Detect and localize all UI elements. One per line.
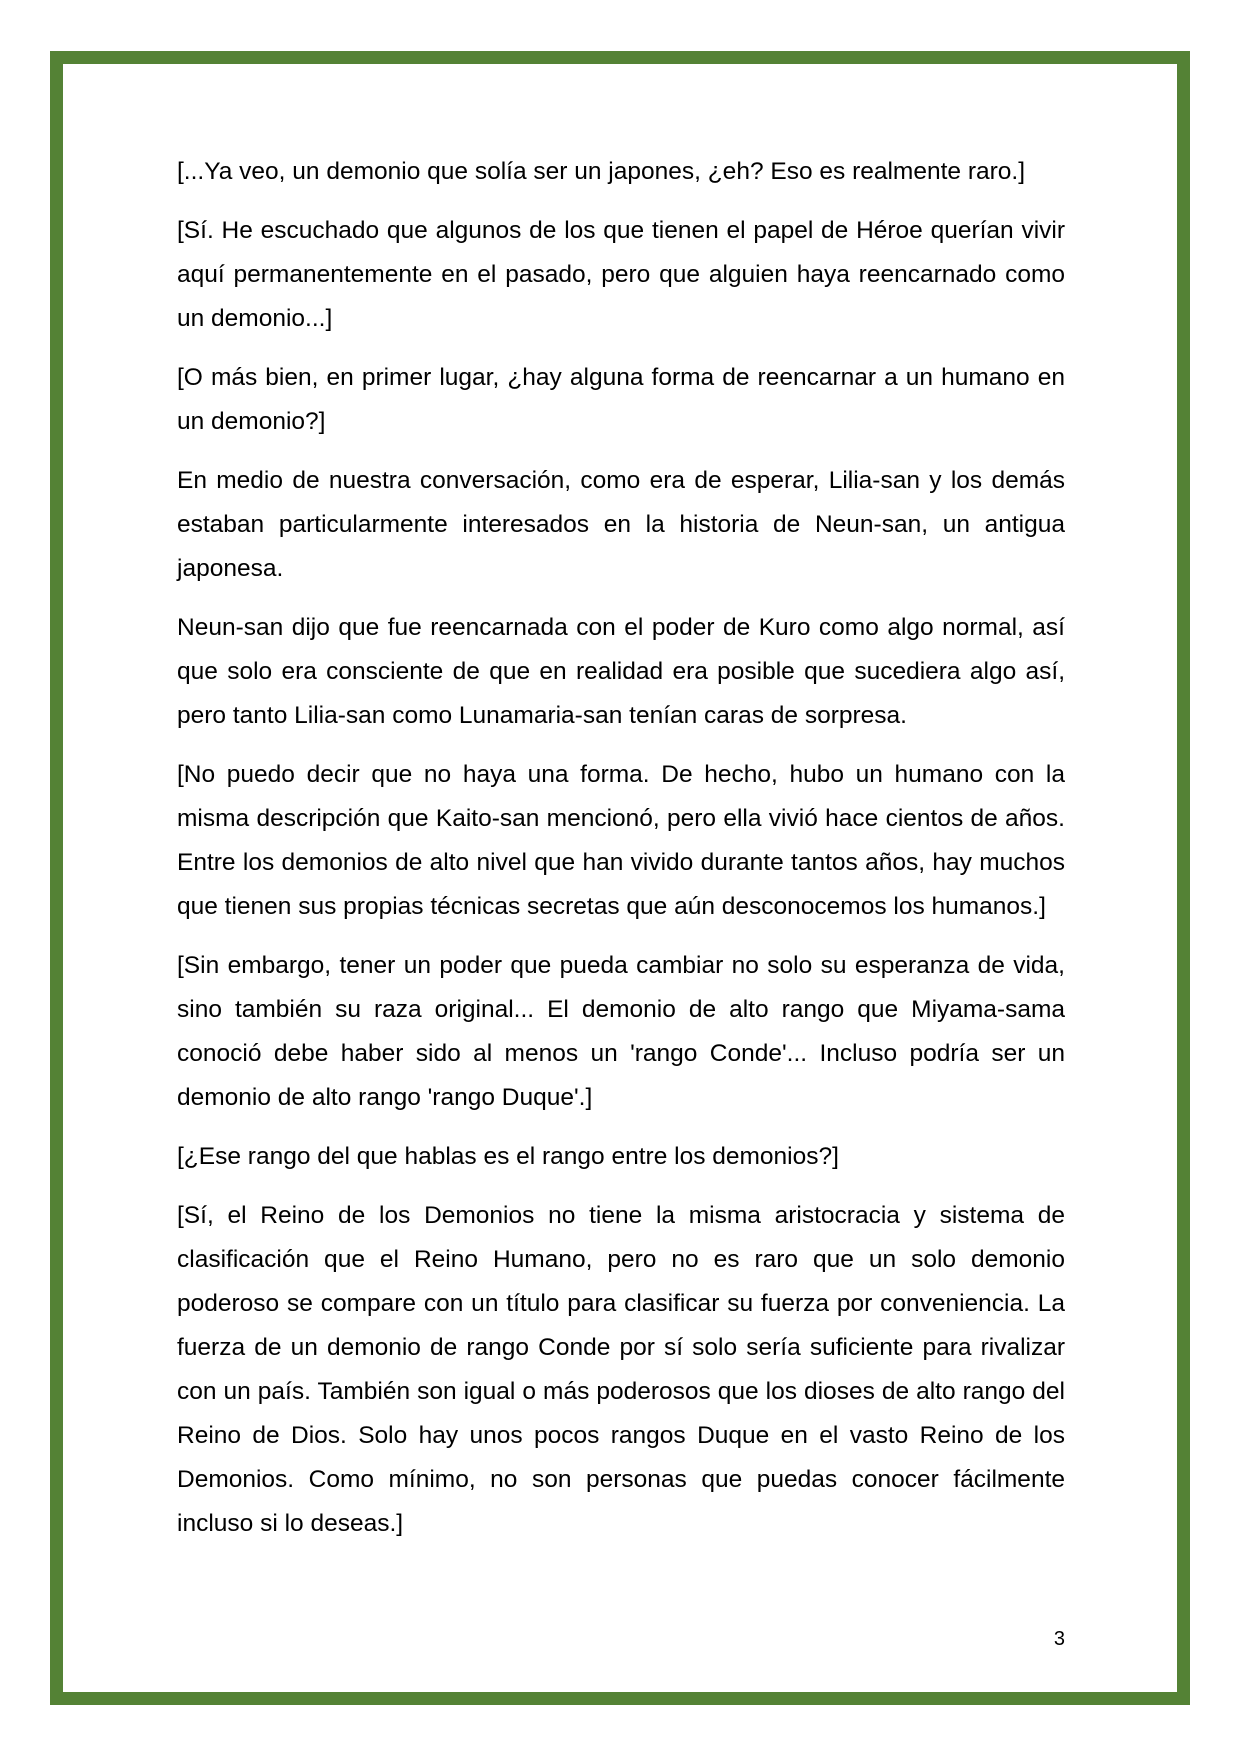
paragraph-8: [¿Ese rango del que hablas es el rango entre los demonios?] bbox=[177, 1143, 839, 1170]
paragraph-7: [Sin embargo, tener un poder que pueda cambiar no solo su esperanza de vida, sino también su raza original... El demonio de alto rango que Miyama-sama conoció debe haber sido al menos un 'rango Conde'... Incluso podría ser un demonio de alto rango 'rango Duque'.] bbox=[177, 952, 1065, 1111]
paragraph-2: [Sí. He escuchado que algunos de los que tienen el papel de Héroe querían vivir aquí permanentemente en el pasado, pero que alguien haya reencarnado como un demonio...] bbox=[177, 217, 1065, 332]
paragraph-6: [No puedo decir que no haya una forma. De hecho, hubo un humano con la misma descripción que Kaito-san mencionó, pero ella vivió hace cientos de años. Entre los demonios de alto nivel que han vivido durante tantos años, hay muchos que tienen sus propias técnicas secretas que aún desconocemos los humanos.] bbox=[177, 761, 1065, 920]
paragraph-4: En medio de nuestra conversación, como era de esperar, Lilia-san y los demás estaban particularmente interesados en la historia de Neun-san, un antigua japonesa. bbox=[177, 467, 1065, 582]
paragraph-1: [...Ya veo, un demonio que solía ser un japones, ¿eh? Eso es realmente raro.] bbox=[177, 158, 1026, 185]
paragraph-9: [Sí, el Reino de los Demonios no tiene la misma aristocracia y sistema de clasificación que el Reino Humano, pero no es raro que un solo demonio poderoso se compare con un título para clasificar su fuerza por conveniencia. La fuerza de un demonio de rango Conde por sí solo sería suficiente para rivalizar con un país. También son igual o más poderosos que los dioses de alto rango del Reino de Dios. Solo hay unos pocos rangos Duque en el vasto Reino de los Demonios. Como mínimo, no son personas que puedas conocer fácilmente incluso si lo deseas.] bbox=[177, 1202, 1065, 1537]
document-body bbox=[177, 150, 1065, 1546]
paragraph-5: Neun-san dijo que fue reencarnada con el poder de Kuro como algo normal, así que solo era consciente de que en realidad era posible que sucediera algo así, pero tanto Lilia-san como Lunamaria-san tenían caras de sorpresa. bbox=[177, 614, 1065, 729]
paragraph-3: [O más bien, en primer lugar, ¿hay alguna forma de reencarnar a un humano en un demonio?] bbox=[177, 364, 1065, 435]
page-number: 3 bbox=[1053, 1628, 1065, 1650]
